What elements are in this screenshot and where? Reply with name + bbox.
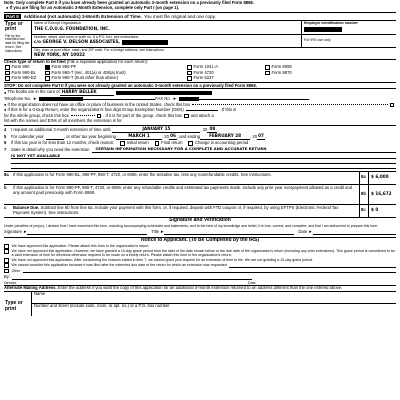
part2-title: Additional (not automatic) 3-Month Extension of Time. xyxy=(23,13,142,19)
alt-street-label: Number and street (include suite, room, or apt. no.) or a P.O. box number xyxy=(34,303,170,309)
return-type-label: Form 5227 xyxy=(193,75,214,81)
lines-4-7: 4 I request an additional 3-month extension of time until JANUARY 15 , 20 08 . 5 For calendar year , or other tax year beginning MARCH 1 , 20 06 , and ending FEBRUARY 28 , 20 07 . 6 If this tax year is for less than 12 months, check reason: Initial return Final return Change in accounting period 7 State in detail why you need the extension CERTAIN INFORMATION NECESSARY FOR A COMPLETE AND ACCURATE RETURN IS NOT YET AVAILABLE xyxy=(4,125,396,169)
line4-num: 4 xyxy=(4,127,7,133)
notice-checkbox[interactable] xyxy=(4,263,9,268)
return-types-heading-suffix: (File a separate application for each return): xyxy=(66,59,149,65)
notice-director-label: Director xyxy=(4,280,17,285)
title-field[interactable] xyxy=(164,234,294,235)
line8a-text: If this application is for Form 990-BL, 990-PF, 990-T, 4720, or 6069, enter the tentative tax, less any nonrefundable credits. See instructions. xyxy=(13,172,272,178)
line8a-num: 8a xyxy=(4,172,9,178)
line5-end[interactable]: FEBRUARY 28 xyxy=(200,134,250,140)
return-type-checkbox[interactable] xyxy=(187,76,192,81)
line4-text: I request an additional 3-month extension of time until xyxy=(11,127,111,133)
notice-item xyxy=(4,269,396,274)
notice-item-line[interactable] xyxy=(23,269,397,274)
books-name[interactable]: HARRY BELLEK xyxy=(60,90,114,96)
line8c-text: Subtract line 8b from line 8a. Include your payment with this form, or, if required, deposit with FTD coupon or, if required, by using EFTPS (Electronic Federal Tax Payment System). See instructions. xyxy=(13,205,339,216)
form-8868-page-2 xyxy=(4,0,396,400)
part2-title-suffix: You must file original and one copy. xyxy=(143,13,216,19)
line8c-bold: Balance Due. xyxy=(13,205,40,211)
return-type-label: Form 990-PF xyxy=(51,63,77,69)
initial-return-label: Initial return xyxy=(126,140,149,146)
gen-field[interactable] xyxy=(186,110,218,111)
return-type-checkbox[interactable] xyxy=(187,71,192,76)
notice-checkbox[interactable] xyxy=(4,258,9,263)
alt-heading: Alternate Mailing Address. xyxy=(4,285,57,291)
initial-return-checkbox[interactable] xyxy=(120,141,125,146)
line5-begin[interactable]: MARCH 1 xyxy=(116,134,162,140)
return-type-label: Form 990 xyxy=(11,63,30,69)
return-type-checkbox[interactable] xyxy=(45,76,50,81)
group-text-2: for the whole group, check this box xyxy=(4,112,69,118)
org-name-value[interactable]: THE C.O.U.G. FOUNDATION, INC. xyxy=(34,25,110,31)
notice-checkbox[interactable] xyxy=(4,249,9,254)
return-type-item xyxy=(265,76,325,81)
telephone-label: Telephone No. xyxy=(4,95,32,101)
return-type-checkbox[interactable] xyxy=(265,65,270,70)
line5-and: , and ending xyxy=(176,134,201,140)
signature-label: Signature xyxy=(4,229,22,235)
line8a-value[interactable]: $ 6,000 xyxy=(368,172,396,184)
line5-year2[interactable]: 07 xyxy=(258,133,264,139)
stop-line: STOP: Do not complete Part II if you were not already granted an automatic 3-month extension on a previously filed Form 8868. xyxy=(4,82,396,88)
return-type-checkbox[interactable] xyxy=(5,71,10,76)
return-type-item xyxy=(45,76,187,81)
note-block: Note. Only complete Part II if you have already been granted an automatic 3-month extension on a previously filed Form 8868. ● If you are filing for an Automatic 3-Month Extension, complete only Part I (on page 1). xyxy=(4,0,254,10)
line5-mid: , or other tax year beginning xyxy=(63,134,116,140)
notice-item-text: We cannot consider this application because it was filed after the extended due date of the return for which an extension was requested xyxy=(11,263,227,268)
notice-heading: Notice to Applicant. (To Be Completed by the IRS) xyxy=(140,236,260,243)
alternate-address xyxy=(4,285,396,316)
return-type-checkbox[interactable] xyxy=(45,65,50,70)
final-return-label: Final return xyxy=(161,140,183,146)
ein-label: Employer identification number xyxy=(304,20,358,25)
notice-item-text: Other xyxy=(11,268,21,273)
note-text-2: If you are filing for an Automatic 3-Month Extension, complete only Part I (on page 1). xyxy=(9,4,180,10)
alt-type-or-print: Type or print xyxy=(5,300,23,312)
books-redacted xyxy=(116,91,212,96)
line8b-box: 8b xyxy=(359,185,368,204)
fax-redacted xyxy=(179,97,199,102)
line6-text: If this tax year is for less than 12 months, check reason: xyxy=(11,140,115,146)
filer-side xyxy=(4,21,32,59)
return-types-grid xyxy=(4,65,396,81)
telephone-redacted xyxy=(39,97,83,102)
books-label: The books are in the care of xyxy=(7,89,60,95)
line8b-num: b xyxy=(4,185,7,191)
ein-redacted xyxy=(304,27,342,32)
signature-field[interactable] xyxy=(27,234,147,235)
line7-text: State in detail why you need the extension xyxy=(11,146,90,152)
filer-block xyxy=(4,20,396,59)
part2-label: Part II xyxy=(6,13,19,19)
line8c-box: 8c xyxy=(359,205,368,217)
return-type-item xyxy=(187,76,265,81)
books-block: ● The books are in the care of HARRY BELLEK Telephone No. ► FAX No. ► ● If the organization does not have an office or place of business in the United States, check this box ● If this is for a Group Return, enter the organization's four digit Group Exemption Number (GEN) . If this is for the whole group, check this box . If it is for part of the group, check this box and attach a list with the names and EINs of all members the extension is for. xyxy=(4,88,396,124)
part-group-checkbox[interactable] xyxy=(184,114,189,119)
telephone-field[interactable] xyxy=(83,99,155,100)
note-label: Note. xyxy=(4,0,15,5)
return-types xyxy=(4,59,396,81)
line8c-num: c xyxy=(4,205,7,211)
notice-item-text: We have approved this application. Please attach this form to the organization's return. xyxy=(11,243,150,248)
note-text-1: Only complete Part II if you have already been granted an automatic 3-month extension on a previously filed Form 8868. xyxy=(15,0,254,5)
line5-year1-prefix: , 20 xyxy=(161,134,169,140)
notice-item xyxy=(4,244,396,249)
return-type-checkbox[interactable] xyxy=(265,71,270,76)
line7-reason-4[interactable] xyxy=(11,164,396,169)
filer-fields xyxy=(32,21,396,60)
no-office-checkbox[interactable] xyxy=(390,103,395,108)
return-type-label: Form 990-T (trust other than above) xyxy=(51,75,118,81)
street-value[interactable]: c/o GEORGE V. DELSON ASSOCIATES, xyxy=(34,39,120,45)
fax-field[interactable] xyxy=(199,99,309,100)
notice-section xyxy=(4,237,396,285)
line5-year1[interactable]: 06 xyxy=(170,133,176,139)
org-name-label: Name of Exempt Organization xyxy=(34,20,81,25)
fax-label: FAX No. xyxy=(155,95,171,101)
notice-by-label: By: xyxy=(4,274,11,280)
line8b-value[interactable]: $ 16,672 xyxy=(368,185,396,204)
line8b-text: If this application is for Form 990-PF, 990-T, 4720, or 6069, enter any refundable credits and estimated tax payments made. Include any prior year overpayment allowed as a credit and any amount paid previously with Form 8868. xyxy=(13,185,353,196)
signature-section: Signature and Verification Under penalties of perjury, I declare that I have examined this form, including accompanying schedules and statements, and to the best of my knowledge and belief, it is true, correct, and complete, and that I am authorized to prepare this form. Signature ► Title ► Date ► xyxy=(4,217,396,235)
return-type-checkbox[interactable] xyxy=(187,65,192,70)
line4-year[interactable]: 08 xyxy=(207,127,217,133)
notice-item-line[interactable] xyxy=(229,263,396,268)
filer-side-note: File by the extended due date for filing the return. See instructions. xyxy=(5,33,30,53)
line8c-value[interactable]: $ 0 xyxy=(368,205,396,217)
return-type-label: Form 4720 xyxy=(193,69,214,75)
notice-item xyxy=(4,258,396,263)
alt-text: Enter the address if you want the copy of this application for an additional 3-month extension returned to an address different than the one entered above. xyxy=(57,285,343,291)
tax-lines xyxy=(4,171,396,217)
line8a-box: 8a xyxy=(359,172,368,184)
return-type-label: Form 8870 xyxy=(271,69,292,75)
date-label: Date xyxy=(298,229,308,235)
line6-num: 6 xyxy=(4,140,7,146)
signature-heading: Signature and Verification xyxy=(169,217,231,224)
notice-item-text: We have not approved this application. After considering the reasons stated in item 7, we cannot grant your request for an extension of time to file. We are not granting a 10-day grace period. xyxy=(11,258,314,262)
group-text-2-end: and attach a xyxy=(190,112,214,118)
notice-item-text: We have not approved this application. However, we have granted a 10-day grace period from the later of the date shown below or the due date of the organization's return (including any prior extensions). This grace period is considered to be a valid extension of time for elections otherwise required to be made on a timely return. Please attach this form to the organization's return. xyxy=(11,249,396,258)
notice-list xyxy=(4,244,396,273)
return-type-label: Form 990-EZ xyxy=(11,75,37,81)
group-text-2-mid: . If it is for part of the group, check this box xyxy=(103,112,183,118)
city-label: City, town or post office, state, and ZIP code. For a foreign address, see instructions. xyxy=(34,47,165,52)
final-return-checkbox[interactable] xyxy=(155,141,160,146)
line5-text: For calendar year xyxy=(11,134,44,140)
return-type-checkbox[interactable] xyxy=(5,76,10,81)
notice-date-label: Date xyxy=(248,280,256,285)
return-type-label: Form 6069 xyxy=(271,63,292,69)
line5-num: 5 xyxy=(4,134,7,140)
notice-checkbox[interactable] xyxy=(4,269,9,274)
return-type-label: Form 990-BL xyxy=(11,69,36,75)
notice-item xyxy=(4,249,396,257)
return-type-item xyxy=(5,76,45,81)
alt-street-field[interactable] xyxy=(32,304,396,315)
group-text-1: If this is for a Group Return, enter the organization's four digit Group Exemption Number (GEN) xyxy=(7,107,184,113)
no-office-text: If the organization does not have an office or place of business in the United States, check this box xyxy=(7,101,191,107)
return-type-item xyxy=(265,71,325,76)
return-type-checkbox[interactable] xyxy=(45,71,50,76)
city-value[interactable]: NEW YORK, NY 10022 xyxy=(34,52,85,58)
group-text-1-end: . If this is xyxy=(219,107,237,113)
line4-year-prefix: , 20 xyxy=(200,127,208,133)
type-or-print: Type or print xyxy=(5,20,23,33)
line7-reason-2[interactable]: IS NOT YET AVAILABLE xyxy=(11,154,396,159)
title-label: Title xyxy=(151,229,160,235)
irs-use-label: For IRS use only xyxy=(304,37,331,42)
date-field[interactable] xyxy=(313,234,397,235)
line5-year2-prefix: , 20 xyxy=(250,134,258,140)
return-types-heading: Check type of return to be filed xyxy=(4,59,66,65)
line7-num: 7 xyxy=(4,146,7,152)
street-redacted xyxy=(122,40,168,45)
accounting-period-label: Change in accounting period xyxy=(194,140,249,146)
return-type-checkbox[interactable] xyxy=(5,65,10,70)
return-type-label: Form 1041-A xyxy=(193,63,218,69)
line4-date[interactable]: JANUARY 15 xyxy=(112,127,200,133)
signature-declaration: Under penalties of perjury, I declare that I have examined this form, including accompanying schedules and statements, and to the best of my knowledge and belief, it is true, correct, and complete, and that I am authorized to prepare this form. xyxy=(4,224,379,229)
notice-item xyxy=(4,263,396,268)
notice-checkbox[interactable] xyxy=(4,244,9,249)
accounting-period-checkbox[interactable] xyxy=(188,141,193,146)
part2-header xyxy=(4,12,396,20)
line7-reason-1[interactable]: CERTAIN INFORMATION NECESSARY FOR A COMPLETE AND ACCURATE RETURN xyxy=(92,147,396,152)
return-type-label: Form 990-T (sec. 401(a) or 408(a) trust) xyxy=(51,69,126,75)
alt-name-label: Name xyxy=(34,291,46,297)
street-label: Number, street, and room or suite no. If a P.O. box, see instructions. xyxy=(34,34,140,39)
group-text-3: list with the names and EINs of all members the extension is for. xyxy=(4,118,123,124)
